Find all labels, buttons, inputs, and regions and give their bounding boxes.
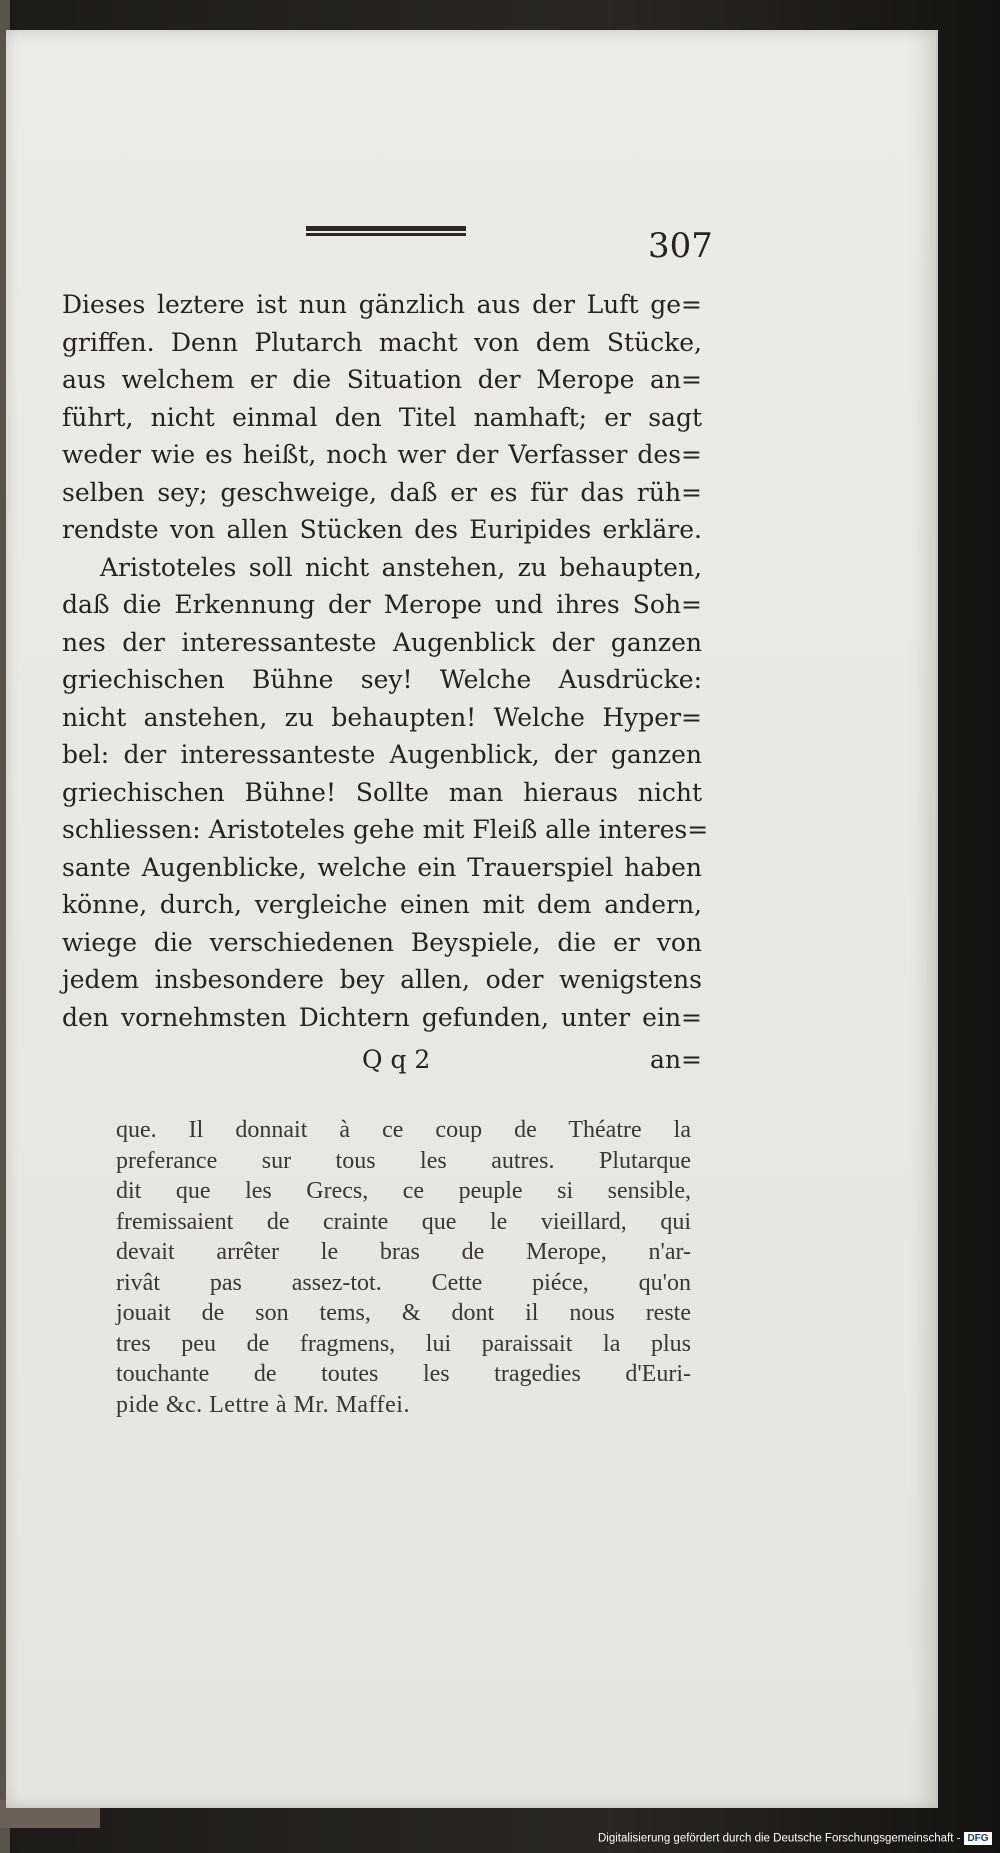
body-line: führt, nicht einmal den Titel namhaft; er sagt: [62, 402, 702, 432]
footnote-line: devait arrêter le bras de Merope, n'ar-: [116, 1239, 691, 1265]
body-line: griechischen Bühne sey! Welche Ausdrücke:: [62, 665, 702, 694]
body-line: nes der interessanteste Augenblick der ganzen: [62, 627, 702, 657]
footnote-line: fremissaient de crainte que le vieillard, qui: [116, 1208, 691, 1235]
footnote-line: pide &c. Lettre à Mr. Maffei.: [116, 1391, 410, 1418]
body-line: daß die Erkennung der Merope und ihres Soh=: [62, 590, 702, 619]
footnote-line: rivât pas assez-tot. Cette piéce, qu'on: [116, 1269, 691, 1296]
body-line: aus welchem er die Situation der Merope an=: [62, 365, 702, 394]
body-line: weder wie es heißt, noch wer der Verfasser des=: [62, 440, 702, 469]
body-line: schliessen: Aristoteles gehe mit Fleiß alle interes=: [62, 815, 709, 844]
body-line: griechischen Bühne! Sollte man hieraus nicht: [62, 777, 702, 807]
body-line: nicht anstehen, zu behaupten! Welche Hyper=: [62, 702, 702, 732]
body-line: den vornehmsten Dichtern gefunden, unter ein=: [62, 1002, 702, 1032]
body-line: Dieses leztere ist nun gänzlich aus der Luft ge=: [62, 290, 702, 319]
catchword: an=: [650, 1045, 702, 1074]
body-line: jedem insbesondere bey allen, oder wenigstens: [62, 965, 702, 994]
footnote-line: touchante de toutes les tragedies d'Euri-: [116, 1361, 691, 1387]
body-line: könne, durch, vergleiche einen mit dem andern,: [62, 890, 702, 919]
dfg-logo: DFG: [964, 1832, 991, 1845]
footnote-line: que. Il donnait à ce coup de Théatre la: [116, 1117, 691, 1143]
signature-row: [62, 1045, 702, 1085]
body-line: Aristoteles soll nicht anstehen, zu behaupten,: [100, 552, 702, 582]
footnote-line: preferance sur tous les autres. Plutarque: [116, 1147, 691, 1174]
body-line: sante Augenblicke, welche ein Trauerspiel haben: [62, 852, 702, 882]
footnote: [116, 1115, 691, 1420]
body-line: griffen. Denn Plutarch macht von dem Stücke,: [62, 327, 702, 357]
body-line: rendste von allen Stücken des Euripides erkläre.: [62, 515, 702, 544]
signature-mark: Q q 2: [362, 1045, 431, 1074]
footnote-line: dit que les Grecs, ce peuple si sensible,: [116, 1178, 691, 1204]
footnote-line: jouait de son tems, & dont il nous reste: [116, 1300, 691, 1326]
body-text: [62, 286, 709, 1036]
book-page: [6, 30, 938, 1808]
page-number: 307: [648, 226, 713, 266]
digitization-credit: [598, 1832, 992, 1845]
body-line: bel: der interessanteste Augenblick, der ganzen: [62, 740, 702, 769]
body-line: wiege die verschiedenen Beyspiele, die er von: [62, 927, 702, 957]
credit-text: Digitalisierung gefördert durch die Deutsche Forschungsgemeinschaft -: [598, 1832, 961, 1845]
body-line: selben sey; geschweige, daß er es für das rüh=: [62, 477, 702, 507]
footnote-line: tres peu de fragmens, lui paraissait la plus: [116, 1330, 691, 1357]
header-rule: [306, 226, 466, 236]
